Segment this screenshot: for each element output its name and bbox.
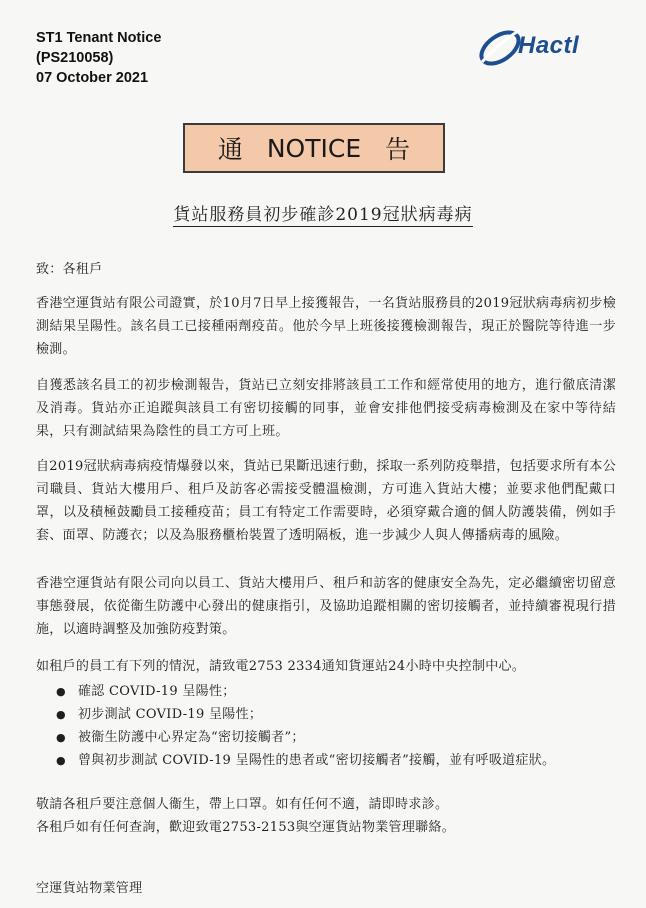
notice-char-right: 告: [385, 135, 411, 164]
document-title: [0, 200, 646, 225]
paragraph-announcement: 香港空運貨站有限公司證實，於10月7日早上接獲報告，一名貨站服務員的2019冠狀病毒病初步檢測結果呈陽性。該名員工已接種兩劑疫苗。他於今早上班後接獲檢測報告，現正於醫院等待進一步檢測。: [36, 296, 616, 357]
paragraph-contact-instruction: 如租戶的員工有下列的情況，請致電2753 2334通知貨運站24小時中央控制中心。: [36, 659, 526, 674]
closing-enquiry: 各租戶如有任何查詢，歡迎致電2753-2153與空運貨站物業管理聯絡。: [36, 820, 456, 835]
paragraph-commitment: 香港空運貨站有限公司向以員工、貨站大樓用戶、租戶和訪客的健康安全為先，定必繼續密切留意事態發展，依從衞生防護中心發出的健康指引，及協助追蹤相關的密切接觸者，並持續審視現行措施，以適時調整及加強防疫對策。: [36, 576, 616, 637]
notice-char-left: 通: [217, 135, 243, 164]
paragraph-disinfection: 自獲悉該名員工的初步檢測報告，貨站已立刻安排將該員工工作和經常使用的地方，進行徹底清潔及消毒。貨站亦正追蹤與該員工有密切接觸的同事，並會安排他們接受病毒檢測及在家中等待結果，只有測試結果為陰性的員工方可上班。: [36, 378, 616, 439]
closing-hygiene: 敬請各租戶要注意個人衞生，帶上口罩。如有任何不適，請即時求診。: [36, 797, 449, 812]
list-item: ● 被衞生防護中心界定為“密切接觸者”；: [56, 726, 616, 749]
hactl-logo: [476, 22, 626, 72]
notice-type: ST1 Tenant Notice: [36, 30, 162, 46]
list-item: ● 初步測試 COVID-19 呈陽性；: [56, 703, 616, 726]
notice-header: [36, 28, 161, 88]
logo-text: Hactl: [518, 32, 580, 59]
condition-list: [56, 680, 616, 772]
notice-date: 07 October 2021: [36, 70, 149, 86]
salutation: 致：各租戶: [36, 262, 103, 277]
notice-word: NOTICE: [266, 133, 362, 163]
notice-banner: [183, 123, 445, 173]
document-title-text: 貨站服務員初步確診2019冠狀病毒病: [173, 205, 473, 225]
notice-reference: (PS210058): [36, 50, 114, 66]
list-item: ● 確認 COVID-19 呈陽性；: [56, 680, 616, 703]
signature: 空運貨站物業管理: [36, 881, 143, 896]
list-item: ● 曾與初步測試 COVID-19 呈陽性的患者或“密切接觸者”接觸，並有呼吸道症狀。: [56, 749, 616, 772]
paragraph-measures: 自2019冠狀病毒病疫情爆發以來，貨站已果斷迅速行動，採取一系列防疫舉措，包括要求所有本公司職員、貨站大樓用戶、租戶及訪客必需接受體溫檢測，方可進入貨站大樓；並要求他們配戴口罩，以及積極鼓勵員工接種疫苗；員工有特定工作需要時，必須穿戴合適的個人防護裝備，例如手套、面罩、防護衣；以及為服務櫃枱裝置了透明隔板，進一步減少人與人傳播病毒的風險。: [36, 459, 616, 543]
